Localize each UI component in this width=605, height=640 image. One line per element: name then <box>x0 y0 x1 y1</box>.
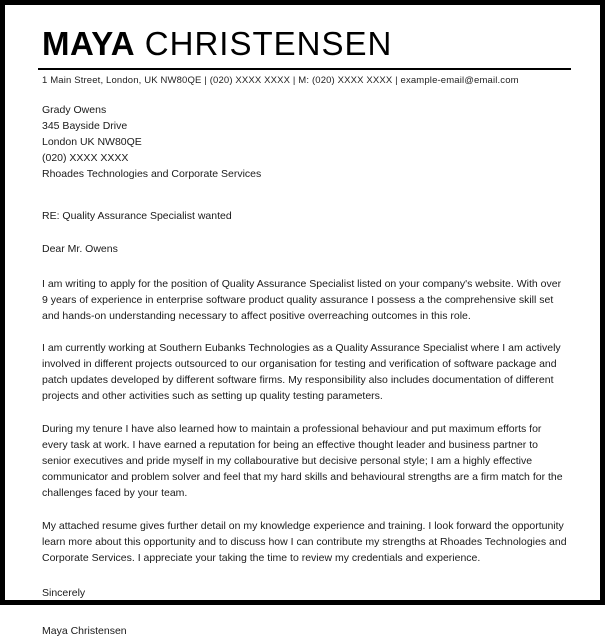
recipient-line: Rhoades Technologies and Corporate Services <box>42 167 262 180</box>
closing-salutation: Sincerely <box>42 586 86 599</box>
letter-sheet <box>5 5 600 637</box>
body-paragraph: I am writing to apply for the position of Quality Assurance Specialist listed on your company's website. With over 9 years of experience in enterprise software product quality assurance I possess a the comprehensive skill set and hands-on understanding necessary to affect positive overreaching outcomes in this role. <box>42 277 562 322</box>
body-paragraph: My attached resume gives further detail on my knowledge experience and training. I look forward the opportunity learn more about this opportunity and to discuss how I can contribute my strengths at Rhoades Technologies and Corporate Services. I appreciate your taking the time to review my credentials and experience. <box>42 520 567 564</box>
contact-info-line: 1 Main Street, London, UK NW80QE | (020) XXXX XXXX | M: (020) XXXX XXXX | example-email@email.com <box>42 74 519 86</box>
salutation: Dear Mr. Owens <box>42 242 118 255</box>
body-paragraph: I am currently working at Southern Eubanks Technologies as a Quality Assurance Specialist where I am actively involved in different projects outsourced to our organisation for testing and verification of software package and patch updates developed by different software firms. My responsibility also includes documentation of different projects and other activities such as setting up quality testing parameters. <box>42 342 561 403</box>
recipient-address-block <box>42 103 567 183</box>
letterhead-divider <box>38 68 571 70</box>
applicant-name <box>38 27 567 62</box>
subject-line: RE: Quality Assurance Specialist wanted <box>42 209 232 222</box>
recipient-line: London UK NW80QE <box>42 135 142 148</box>
letter-body <box>38 87 567 640</box>
signature-name: Maya Christensen <box>42 624 127 637</box>
body-paragraph: During my tenure I have also learned how to maintain a professional behaviour and put maximum efforts for every task at work. I have earned a reputation for being an effective thought leader and business partner to senior executives and pride myself in my collabourative but decisive personal style; I am a highly effective communicator and problem solver and feel that my hard skills and behavioural strengths are a firm match for the challenges faced by your team. <box>42 423 563 500</box>
recipient-line: (020) XXXX XXXX <box>42 151 129 164</box>
letterhead <box>38 27 567 87</box>
applicant-first-name: MAYA <box>42 25 136 62</box>
recipient-line: 345 Bayside Drive <box>42 119 128 132</box>
recipient-line: Grady Owens <box>42 103 107 116</box>
applicant-last-name: CHRISTENSEN <box>144 25 393 62</box>
